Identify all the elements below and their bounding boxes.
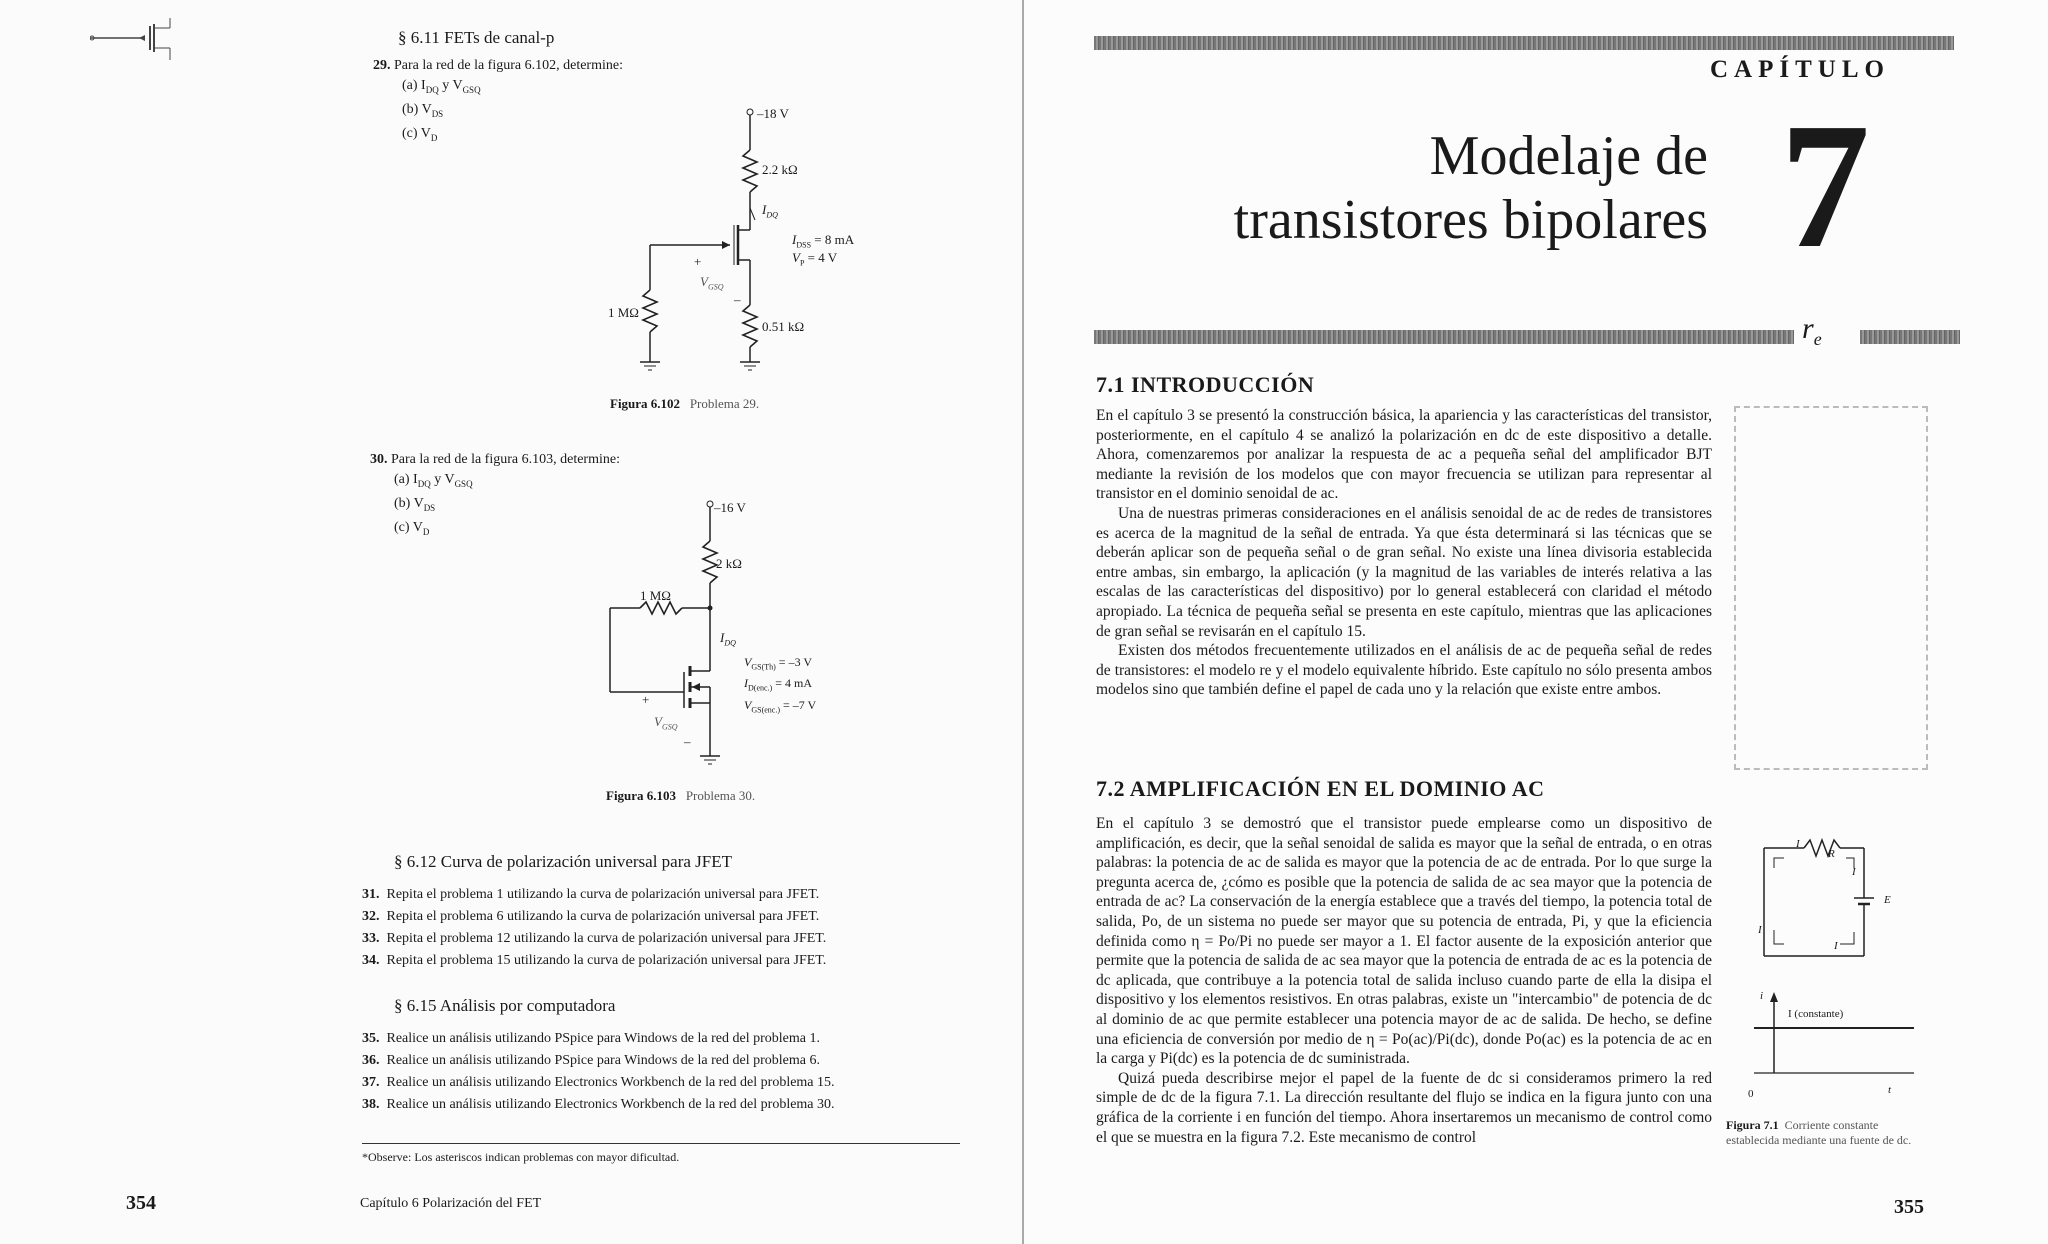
page-number-left: 354 [126,1192,156,1214]
paragraph: Quizá pueda describirse mejor el papel de la fuente de dc si consideramos primero la red simple de dc de la figura 7.1. La dirección resultante del flujo se indica en la figura junto con una gráfica de la corriente i en función del tiempo. Ahora insertaremos un mecanismo de control como el que se muestra en la figura 7.2. Este mecanismo de control [1096,1069,1712,1146]
idon: I [744,676,748,691]
sub: D [422,526,430,537]
vp: V [792,250,800,265]
paragraph: Existen dos métodos frecuentemente utilizados en el análisis de ac de pequeña señal de redes de transistores: el modelo re y el modelo equivalente híbrido. Este capítulo no sólo presenta ambos modelos sino que también define el papel de cada uno y la relación que existe entre ambos. [1096,642,1712,699]
vgs: V [654,714,662,729]
fig71-E: E [1884,894,1891,906]
caption-text: Corriente constante establecida mediante una fuente de dc. [1726,1118,1912,1147]
library-stamp [1734,406,1928,770]
fig102-vgs-label [700,272,724,297]
fig103-vgs-label [654,712,678,737]
fig71-i-axis: i [1760,990,1764,1002]
title-line-1: Modelaje de [1429,125,1708,187]
sub: DQ [425,84,439,95]
problem-item [362,1094,835,1116]
sub: GSQ [707,282,724,292]
problem-text: Realice un análisis utilizando PSpice para Windows de la red del problema 1. [386,1031,820,1046]
problem-item [362,1028,835,1050]
fig102-minus: – [734,292,741,307]
problem-text: Para la red de la figura 6.102, determine: [394,58,623,73]
re-r: r [1802,312,1814,345]
right-page [1024,0,2048,1244]
sub: GS(enc.) [751,705,780,715]
idq: I [762,202,767,217]
item-a-tail: y V [438,78,463,93]
page-number-right: 355 [1894,1196,1924,1218]
fig71-I-right: I [1852,866,1856,878]
fet-margin-icon [90,18,180,68]
figure-7-1-graph [1744,988,1924,1088]
problem-number: 31. [362,887,380,902]
problem-item [362,884,826,906]
problem-text: Para la red de la figura 6.103, determine: [391,452,620,467]
problem-29 [373,56,623,76]
problem-item [362,1072,835,1094]
item-c: (c) V [402,125,431,141]
sub: DS [423,502,436,513]
problems-6-15 [362,1028,835,1116]
fig71-const-label: I (constante) [1788,1008,1844,1020]
problem-text: Repita el problema 1 utilizando la curva de polarización universal para JFET. [386,887,820,902]
fig102-vp-label [792,248,837,273]
caption-label: Figura 6.103 [606,788,677,803]
problem-text: Realice un análisis utilizando Electronics Workbench de la red del problema 30. [386,1097,835,1112]
vth-val: = –3 V [775,655,813,669]
top-decor-bar [1094,36,1954,50]
problem-number: 29. [373,58,391,73]
fig103-plus: + [642,692,650,707]
fig102-plus: + [694,254,702,269]
caption-text: Problema 30. [685,788,756,803]
item-a-tail: y V [430,472,455,487]
problem-number: 30. [370,452,388,467]
problem-item [362,950,826,972]
fig102-rd-label: 2.2 kΩ [762,162,798,177]
problem-text: Realice un análisis utilizando PSpice para Windows de la red del problema 6. [386,1053,820,1068]
fig103-minus: – [684,734,691,749]
section-7-1-heading: 7.1 INTRODUCCIÓN [1096,372,1315,397]
fig102-rg-label: 1 MΩ [608,305,639,320]
sub: D [430,132,438,143]
fig103-rg-label: 1 MΩ [640,588,671,603]
title-line-2: transistores bipolares [1233,189,1708,251]
sub: DSS [796,240,812,250]
problem-text: Repita el problema 12 utilizando la curva de polarización universal para JFET. [386,931,827,946]
sub: DS [431,108,444,119]
mid-decor-bar-left [1094,330,1794,344]
footnote: *Observe: Los asteriscos indican problemas con mayor dificultad. [362,1150,680,1164]
chapter-title [1234,124,1708,252]
item-b: (b) V [394,495,424,511]
section-6-15-heading: § 6.15 Análisis por computadora [394,996,616,1015]
re-label [1802,312,1822,350]
vgs: V [700,274,708,289]
fig103-caption [606,788,755,804]
section-6-12-heading: § 6.12 Curva de polarización universal para JFET [394,852,733,871]
sub: DQ [724,638,736,648]
fig102-caption [610,396,759,412]
chapter-number: 7 [1780,86,1870,285]
item-c: (c) V [394,519,423,535]
caption-text: Problema 29. [689,396,760,411]
problem-29-items [402,76,481,147]
fig102-rs-label: 0.51 kΩ [762,319,805,334]
vgson-val: = –7 V [780,697,817,712]
problem-number: 36. [362,1053,380,1068]
problem-number: 34. [362,953,380,968]
problem-item [362,906,826,928]
vgson: V [744,697,752,712]
sub: GSQ [661,722,678,732]
item-b: (b) V [402,101,432,117]
fig71-caption [1726,1118,1916,1148]
chapter-label: CAPÍTULO [1710,56,1890,83]
paragraph: Una de nuestras primeras consideraciones en el análisis senoidal de ac de redes de transistores es acerca de la magnitud de la señal de entrada. Ya que ésta determinará si las técnicas que se deberán aplicar son de pequeña señal o de gran señal. No existe una línea divisoria establecida entre ambas, sin embargo, la aplicación (y la magnitud de las variables de interés relativa a las escalas de las características del dispositivo) por lo general establecerá con claridad el método apropiado. La técnica de pequeña señal se presenta en este capítulo, mientras que las aplicaciones de gran señal se revisarán en el capítulo 15. [1096,504,1712,640]
problem-number: 37. [362,1075,380,1090]
running-footer-left: Capítulo 6 Polarización del FET [360,1196,542,1211]
section-7-2-body [1096,814,1712,1147]
fig102-supply-label: –18 V [757,106,789,121]
footnote-rule [362,1143,960,1144]
fig71-zero: 0 [1748,1088,1754,1100]
sub: D(enc.) [748,683,773,693]
re-sub: e [1813,329,1822,349]
fig103-rd-label: 2 kΩ [716,556,742,571]
idq: I [720,630,725,645]
vp-val: = 4 V [804,250,838,265]
sub: GS(Th) [751,662,776,672]
problem-number: 33. [362,931,380,946]
vth: V [744,655,752,669]
item-a: (a) I [402,78,426,93]
paragraph: En el capítulo 3 se presentó la construcción básica, la apariencia y las características del transistor, posteriormente, en el capítulo 4 se analizó la polarización en dc de este dispositivo a detalle. Ahora, comenzaremos por analizar la respuesta de ac a pequeña señal del amplificador BJT mediante la revisión de los modelos que con mayor frecuencia se utilizan para representar al transistor en el dominio senoidal de ac. [1096,407,1712,503]
caption-label: Figura 7.1 [1726,1118,1779,1132]
problems-6-12 [362,884,826,972]
idss: I [792,232,797,247]
sub: P [799,258,805,268]
problem-text: Repita el problema 6 utilizando la curva de polarización universal para JFET. [386,909,820,924]
fig71-I-bottom: I [1834,940,1838,952]
problem-item [362,1050,835,1072]
fig102-idq-label [762,200,778,225]
problem-number: 38. [362,1097,380,1112]
item-a: (a) I [394,472,418,487]
idss-val: = 8 mA [811,232,855,247]
section-7-2-heading: 7.2 AMPLIFICACIÓN EN EL DOMINIO AC [1096,776,1545,801]
fig103-supply-label: –16 V [714,500,746,515]
sub: DQ [766,210,778,220]
section-7-1-body [1096,406,1712,700]
fig103-idq-label [720,628,736,653]
problem-number: 32. [362,909,380,924]
idon-val: = 4 mA [772,676,812,691]
problem-number: 35. [362,1031,380,1046]
sub: GSQ [454,478,473,489]
problem-text: Realice un análisis utilizando Electronics Workbench de la red del problema 15. [386,1075,835,1090]
sub: GSQ [462,84,481,95]
problem-text: Repita el problema 15 utilizando la curva de polarización universal para JFET. [386,953,827,968]
fig71-I-left: I [1758,924,1762,936]
problem-item [362,928,826,950]
fig71-I-top: I [1796,838,1800,850]
mid-decor-bar-right [1860,330,1960,344]
fig71-t-axis: t [1888,1084,1892,1096]
problem-30 [370,450,620,470]
section-6-11-heading: § 6.11 FETs de canal-p [398,28,555,47]
sub: DQ [417,478,431,489]
caption-label: Figura 6.102 [610,396,681,411]
paragraph: En el capítulo 3 se demostró que el transistor puede emplearse como un dispositivo de amplificación, es decir, que la señal senoidal de salida es mayor que la señal de entrada, o en otras palabras: la potencia de ac de salida es mayor que la potencia de ac de entrada. Por lo que surge la pregunta acerca de, ¿cómo es posible que la potencia de salida de ac sea mayor que la potencia de entrada de ac? La conservación de la energía establece que a través del tiempo, la potencia total de salida, Po, de un sistema no puede ser mayor que su potencia de entrada, Pi, y que la eficiencia definida como η = Po/Pi no puede ser mayor a 1. El factor ausente de la exposición anterior que permite que la potencia de salida de ac sea mayor que la potencia de entrada de ac es la potencia de dc aplicada, que contribuye a la potencia total de salida incluso cuando parte de ella la disipa el dispositivo y los elementos resistivos. En otras palabras, existe un "intercambio" de potencia de dc al dominio de ac que permite establecer una potencia mayor de ac de salida. De hecho, se define una eficiencia de conversión por medio de η = Po(ac)/Pi(dc), donde Po(ac) es la potencia de ac en la carga y Pi(dc) es la potencia de dc suministrada. [1096,815,1712,1068]
fig103-params [744,654,816,718]
problem-30-items [394,470,473,541]
fig71-R: R [1828,848,1835,860]
